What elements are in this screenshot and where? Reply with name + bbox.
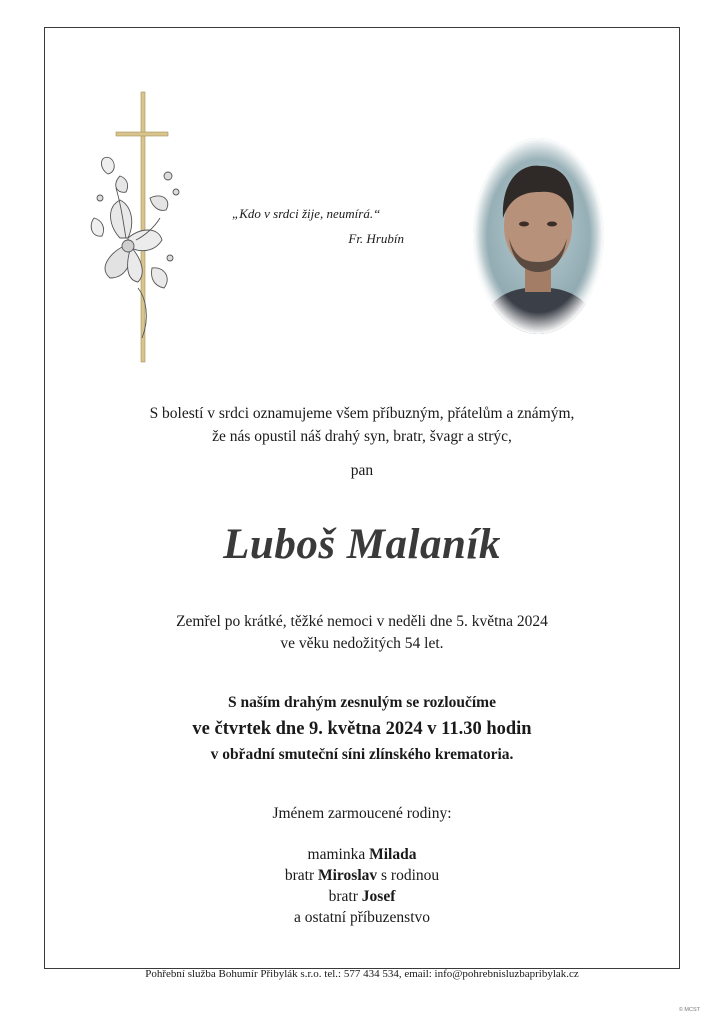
family-member: bratr Miroslav s rodinou — [284, 867, 440, 884]
watermark: © MCST — [678, 1007, 700, 1013]
family-member-name: Milada — [369, 846, 417, 863]
family-list — [44, 844, 680, 928]
ceremony-place: v obřadní smuteční síni zlínského krematoria. — [210, 746, 514, 763]
family-member: maminka Milada — [307, 846, 417, 863]
ceremony-info — [44, 690, 680, 768]
funeral-service-footer: Pohřební služba Bohumír Přibylák s.r.o. tel.: 577 434 534, email: info@pohrebnisluzbapribylak.cz — [145, 968, 579, 980]
flower-icon — [91, 157, 179, 338]
deceased-portrait — [473, 138, 604, 334]
family-member: bratr Josef — [328, 888, 396, 905]
death-info — [44, 611, 680, 655]
announcement-line-1: S bolestí v srdci oznamujeme všem příbuzným, přátelům a známým, — [149, 405, 575, 422]
family-closing: a ostatní příbuzenstvo — [293, 909, 431, 926]
quote-text: „Kdo v srdci žije, neumírá.“ — [232, 206, 381, 221]
family-member-name: Josef — [361, 888, 396, 905]
announcement-line-2: že nás opustil náš drahý syn, bratr, švagr a strýc, — [212, 428, 512, 445]
quote-block — [232, 205, 422, 247]
salutation: pan — [350, 462, 374, 479]
ceremony-line-1: S naším drahým zesnulým se rozloučíme — [228, 694, 496, 711]
death-info-line-2: ve věku nedožitých 54 let. — [280, 635, 444, 652]
family-heading: Jménem zarmoucené rodiny: — [272, 805, 452, 822]
announcement — [44, 402, 680, 448]
death-info-line-1: Zemřel po krátké, těžké nemoci v neděli dne 5. května 2024 — [176, 613, 548, 630]
family-member-name: Miroslav — [318, 867, 378, 884]
deceased-name: Luboš Malaník — [223, 521, 501, 568]
quote-author: Fr. Hrubín — [348, 231, 404, 246]
ceremony-date: ve čtvrtek dne 9. května 2024 v 11.30 hodin — [192, 719, 532, 739]
cross-flower-ornament — [80, 88, 190, 368]
